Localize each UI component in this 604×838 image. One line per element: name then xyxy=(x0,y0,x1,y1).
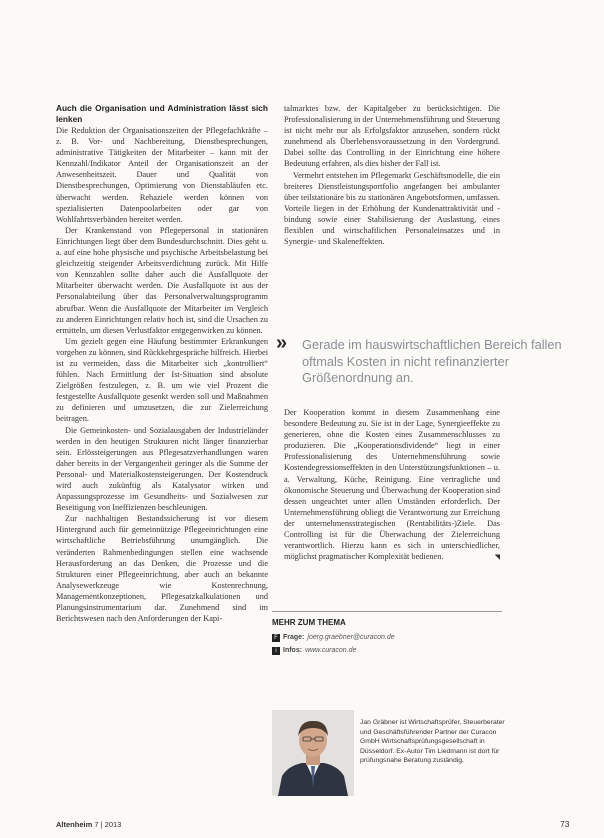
right-column-upper xyxy=(284,103,500,247)
paragraph: Um gezielt gegen eine Häufung bestimmter Erkrankungen vorgehen zu können, sind Rückkehrgespräche hilfreich. Hierbei ist zu vermeiden, dass die Mitarbeiter sich „kontrolliert“ fühlen. Nach Ermittlung der Ist-Situation sind absolute Zielgrößen festzulegen, z. B. um wie viel Prozent die festgestellte Ausfallquote gesenkt werden soll und Maßnahmen zu definieren und umzusetzen, die zur Zielerreichung beitragen. xyxy=(56,336,268,424)
email-link[interactable]: joerg.graebner@curacon.de xyxy=(307,634,395,641)
right-column-lower xyxy=(284,407,500,563)
person-portrait-icon xyxy=(272,710,354,796)
page-number: 73 xyxy=(560,819,570,829)
paragraph: Die Gemeinkosten- und Sozialausgaben der Industrieländer werden in den heutigen Strukturen nicht länger finanzierbar sein. Erlössteigerungen aus Pflegesatzverhandlungen waren daher bereits in der Vergangenheit geringer als die Summe der Personal- und Materialkostensteigerungen. Der Kostendruck wird auch zukünftig als Katalysator wirken und Anpassungsprozesse im Gesundheits- und Sozialwesen zur Beseitigung von Ineffizienzen beschleunigen. xyxy=(56,425,268,513)
website-link[interactable]: www.curacon.de xyxy=(305,647,357,654)
more-info-title: MEHR ZUM THEMA xyxy=(272,618,346,627)
more-info-box xyxy=(272,611,502,659)
pull-quote-text: Gerade im hauswirtschaftlichen Bereich fallen oftmals Kosten in nicht refinanzierter Größenordnung an. xyxy=(302,337,562,385)
magazine-name: Altenheim xyxy=(56,820,93,829)
author-box xyxy=(272,710,504,800)
question-label: Frage: xyxy=(283,634,305,641)
section-heading: Auch die Organisation und Administration lässt sich lenken xyxy=(56,103,268,124)
divider xyxy=(272,611,502,612)
info-icon: i xyxy=(272,647,280,655)
pull-quote xyxy=(276,332,568,387)
left-column xyxy=(56,103,268,624)
question-line xyxy=(272,633,502,643)
paragraph: Der Krankenstand von Pflegepersonal in stationären Einrichtungen liegt über dem Bundesdurchschnitt. Dies geht u. a. auf eine hohe physische und psychische Arbeitsbelastung bei gleichzeitig steigender Arbeitsverdichtung zurück. Mit Hilfe von Kennzahlen sollte daher auch die Ausfallquote der Mitarbeiter überwacht werden. Die Ausfallquote ist aus der Personalabteilung über das Personalverwaltungsprogramm abrufbar. Wenn die Ausfallquote der Mitarbeiter im Vergleich zu anderen Einrichtungen relativ hoch ist, sind die Ursachen zu ermitteln, um diesen Verlustfaktor entgegenwirken zu können. xyxy=(56,225,268,335)
issue-number: 7 | 2013 xyxy=(94,820,122,829)
author-bio: Jan Gräbner ist Wirtschaftsprüfer, Steuerberater und Geschäftsführender Partner der Curacon GmbH Wirtschaftsprüfungsgesellschaft in Düsseldorf. Ex-Autor Tim Liedmann ist dort für prüfungsnahe Beratung zuständig. xyxy=(360,719,505,765)
paragraph: Die Reduktion der Organisationszeiten der Pflegefachkräfte – z. B. Vor- und Nachbereitung, Dienstbesprechungen, administrative Tätigkeiten der Mitarbeiter – kann mit der Kennzahl/Indikator Anteil der Organisationszeit an der Anwesenheitszeit. Dauer und Qualität von Dienstbesprechungen, Optimierung von Dienstabläufen etc. überwacht werden. Rehaziele werden können von spezialisierten Datenpoolarbeiten oder gar von Wohlfahrtsverbänden bereitet werden. xyxy=(56,126,268,224)
info-line xyxy=(272,646,502,656)
info-label: Infos: xyxy=(283,647,303,654)
paragraph xyxy=(284,407,500,562)
article-end-icon: ◥ xyxy=(494,553,500,562)
author-photo xyxy=(272,710,354,796)
question-icon: F xyxy=(272,634,280,642)
footer-magazine xyxy=(56,820,121,829)
quote-mark-icon: » xyxy=(276,332,285,354)
paragraph: Vermehrt entstehen im Pflegemarkt Geschäftsmodelle, die ein breiteres Dienstleistungsportfolio angefangen bei ambulanter über teilstationäre bis zu stationären Angebotsformen, umfassen. Vorteile liegen in der Erhöhung der Kundenattraktivität und -bindung sowie einer Stabilisierung der Auslastung, eines flexiblen und wirtschaftlichen Personaleinsatzes und in Synergie- und Skaleneffekten. xyxy=(284,170,500,247)
paragraph: Zur nachhaltigen Bestandssicherung ist vor diesem Hintergrund auch für gemeinnützige Pflegeeinrichtungen eine wirtschaftliche Betriebsführung unumgänglich. Die veränderten Rahmenbedingungen stellen eine wachsende Herausforderung an das Denken, die Prozesse und die Strukturen einer Pflegeeinrichtung, aber auch an bekannte Analysewerkzeuge wie Kostenrechnung, Managementkonzeptionen, Pflegesatzkalkulationen und Planungsinstrumentarium dar. Zunehmend sind im Berichtswesen nach den Anforderungen der Kapi- xyxy=(56,514,268,624)
paragraph-text: Der Kooperation kommt in diesem Zusammenhang eine besondere Bedeutung zu. Sie ist in der Lage, Synergieeffekte zu generieren, ohne die Kosten eines Zusammenschlusses zu produzieren. Die „Kooperationsdividende“ liegt in einer Professionalisierung des Unternehmensführung sowie Kostendegressionseffekten in den Unterstützungsfunktionen – u. a. Verwaltung, Küche, Reinigung. Eine vertragliche und ökonomische Steuerung und Überwachung der Kooperation sind dessen ungeachtet unter allen Umständen erforderlich. Der Unternehmensführung obliegt die Verantwortung zur Erreichung der unternehmensstrategischen (Rentabilitäts-)Ziele. Das Controlling ist für die Überwachung der Zielerreichung verantwortlich. Hierzu kann es sich in unterschiedlicher, möglichst pragmatischer Komplexität bedienen. xyxy=(284,408,500,562)
paragraph: talmarktes bzw. der Kapitalgeber zu berücksichtigen. Die Professionalisierung in der Unternehmensführung und Steuerung ist nicht mehr nur als Erfolgsfaktor anzusehen, sondern rückt zunehmend als Überlebensvoraussetzung in den Vordergrund. Dabei sollte das Controlling in der Einrichtung eine höhere Bedeutung erfahren, als dies bisher der Fall ist. xyxy=(284,104,500,169)
